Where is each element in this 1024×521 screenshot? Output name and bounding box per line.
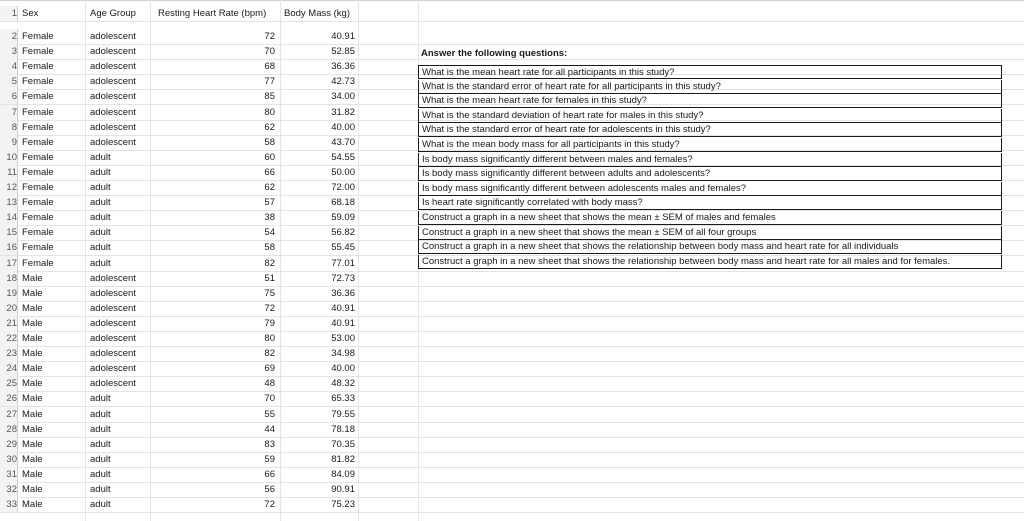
cell-sex[interactable]: Female xyxy=(22,136,54,148)
row-number: 21 xyxy=(0,316,18,331)
cell-age-group[interactable]: adult xyxy=(90,423,111,435)
cell-body-mass[interactable]: 72.00 xyxy=(331,182,355,193)
question-item[interactable]: Construct a graph in a new sheet that shows the relationship between body mass and heart rate for all males and for females. xyxy=(418,255,1002,269)
cell-age-group[interactable]: adult xyxy=(90,197,111,209)
cell-sex[interactable]: Female xyxy=(22,46,54,58)
cell-body-mass[interactable]: 40.91 xyxy=(331,31,355,42)
cell-age-group[interactable]: adult xyxy=(90,242,111,254)
cell-age-group[interactable]: adolescent xyxy=(90,302,136,314)
cell-body-mass[interactable]: 53.00 xyxy=(331,333,355,344)
cell-age-group[interactable]: adult xyxy=(90,499,111,511)
cell-sex[interactable]: Female xyxy=(22,121,54,133)
row-number: 18 xyxy=(0,271,18,286)
question-item[interactable]: What is the mean heart rate for all participants in this study? xyxy=(418,65,1002,79)
row-number: 1 xyxy=(0,6,18,21)
cell-heart-rate[interactable]: 44 xyxy=(264,423,275,435)
cell-sex[interactable]: Female xyxy=(22,197,54,209)
table-row xyxy=(0,467,1024,483)
question-item[interactable]: What is the standard error of heart rate for all participants in this study? xyxy=(418,80,1002,94)
cell-heart-rate[interactable]: 69 xyxy=(264,363,275,375)
cell-age-group[interactable]: adult xyxy=(90,453,111,465)
cell-body-mass[interactable]: 48.32 xyxy=(331,378,355,390)
cell-sex[interactable]: Female xyxy=(22,61,54,73)
question-item[interactable]: What is the standard deviation of heart rate for males in this study? xyxy=(418,109,1002,123)
cell-heart-rate[interactable]: 75 xyxy=(264,287,275,299)
cell-sex[interactable]: Male xyxy=(22,423,43,435)
cell-age-group[interactable]: adult xyxy=(90,257,111,269)
table-row xyxy=(0,376,1024,392)
cell-sex[interactable]: Female xyxy=(22,106,54,118)
cell-age-group[interactable]: adolescent xyxy=(90,348,136,360)
row-number: 16 xyxy=(0,240,18,255)
cell-age-group[interactable]: adolescent xyxy=(90,333,136,344)
row-number: 15 xyxy=(0,225,18,240)
cell-body-mass[interactable]: 72.73 xyxy=(331,272,355,284)
header-body-mass[interactable]: Body Mass (kg) xyxy=(284,8,350,19)
cell-age-group[interactable]: adult xyxy=(90,151,111,163)
cell-sex[interactable]: Male xyxy=(22,468,43,480)
table-row xyxy=(0,361,1024,377)
row-number: 8 xyxy=(0,120,18,135)
row-number: 4 xyxy=(0,59,18,74)
row-number: 13 xyxy=(0,195,18,210)
cell-heart-rate[interactable]: 82 xyxy=(264,348,275,360)
cell-heart-rate[interactable]: 80 xyxy=(264,106,275,118)
cell-age-group[interactable]: adult xyxy=(90,438,111,450)
question-item[interactable]: Is body mass significantly different between adults and adolescents? xyxy=(418,167,1002,181)
cell-body-mass[interactable]: 40.00 xyxy=(331,121,355,133)
cell-heart-rate[interactable]: 72 xyxy=(264,499,275,511)
cell-heart-rate[interactable]: 79 xyxy=(264,317,275,329)
cell-body-mass[interactable]: 90.91 xyxy=(331,484,355,495)
cell-sex[interactable]: Female xyxy=(22,227,54,239)
cell-sex[interactable]: Male xyxy=(22,333,43,344)
cell-sex[interactable]: Female xyxy=(22,212,54,224)
cell-age-group[interactable]: adult xyxy=(90,166,111,178)
cell-body-mass[interactable]: 65.33 xyxy=(331,393,355,405)
header-sex[interactable]: Sex xyxy=(22,8,39,19)
cell-body-mass[interactable]: 40.91 xyxy=(331,302,355,314)
cell-heart-rate[interactable]: 72 xyxy=(264,302,275,314)
cell-body-mass[interactable]: 36.36 xyxy=(331,287,355,299)
header-age-group[interactable]: Age Group xyxy=(90,8,136,19)
cell-body-mass[interactable]: 34.00 xyxy=(331,91,355,103)
cell-age-group[interactable]: adolescent xyxy=(90,287,136,299)
cell-sex[interactable]: Female xyxy=(22,31,54,42)
row-number: 9 xyxy=(0,135,18,150)
question-item[interactable]: Construct a graph in a new sheet that shows the mean ± SEM of all four groups xyxy=(418,226,1002,240)
cell-body-mass[interactable]: 50.00 xyxy=(331,166,355,178)
table-row xyxy=(0,271,1024,287)
cell-sex[interactable]: Female xyxy=(22,166,54,178)
cell-heart-rate[interactable]: 68 xyxy=(264,61,275,73)
cell-heart-rate[interactable]: 57 xyxy=(264,197,275,209)
cell-sex[interactable]: Male xyxy=(22,348,43,360)
row-number: 22 xyxy=(0,331,18,346)
row-number: 3 xyxy=(0,44,18,59)
table-row xyxy=(0,452,1024,468)
table-row xyxy=(0,301,1024,317)
cell-sex[interactable]: Female xyxy=(22,257,54,269)
question-item[interactable]: Is body mass significantly different between males and females? xyxy=(418,153,1002,167)
cell-heart-rate[interactable]: 70 xyxy=(264,393,275,405)
row-number: 10 xyxy=(0,150,18,165)
cell-sex[interactable]: Male xyxy=(22,363,43,375)
row-number: 24 xyxy=(0,361,18,376)
cell-sex[interactable]: Male xyxy=(22,272,43,284)
row-number: 27 xyxy=(0,407,18,422)
cell-age-group[interactable]: adolescent xyxy=(90,378,136,390)
cell-age-group[interactable]: adult xyxy=(90,468,111,480)
cell-body-mass[interactable]: 79.55 xyxy=(331,408,355,420)
cell-body-mass[interactable]: 77.01 xyxy=(331,257,355,269)
cell-sex[interactable]: Male xyxy=(22,484,43,495)
table-row xyxy=(0,316,1024,332)
row-number: 30 xyxy=(0,452,18,467)
cell-body-mass[interactable]: 68.18 xyxy=(331,197,355,209)
row-number: 11 xyxy=(0,165,18,180)
cell-heart-rate[interactable]: 55 xyxy=(264,408,275,420)
column-header-strip xyxy=(0,0,1024,1)
question-item[interactable]: What is the mean heart rate for females in this study? xyxy=(418,94,1002,108)
cell-heart-rate[interactable]: 54 xyxy=(264,227,275,239)
row-number: 25 xyxy=(0,376,18,391)
cell-body-mass[interactable]: 70.35 xyxy=(331,438,355,450)
cell-heart-rate[interactable]: 82 xyxy=(264,257,275,269)
cell-age-group[interactable]: adult xyxy=(90,182,111,193)
row-number: 32 xyxy=(0,482,18,497)
cell-heart-rate[interactable]: 58 xyxy=(264,136,275,148)
cell-heart-rate[interactable]: 66 xyxy=(264,166,275,178)
cell-body-mass[interactable]: 31.82 xyxy=(331,106,355,118)
cell-heart-rate[interactable]: 60 xyxy=(264,151,275,163)
cell-heart-rate[interactable]: 59 xyxy=(264,453,275,465)
cell-heart-rate[interactable]: 62 xyxy=(264,121,275,133)
cell-sex[interactable]: Female xyxy=(22,182,54,193)
questions-title[interactable]: Answer the following questions: xyxy=(421,48,568,59)
question-item[interactable]: Construct a graph in a new sheet that shows the relationship between body mass and heart rate for all individuals xyxy=(418,240,1002,254)
cell-body-mass[interactable]: 75.23 xyxy=(331,499,355,511)
cell-sex[interactable]: Male xyxy=(22,287,43,299)
cell-heart-rate[interactable]: 66 xyxy=(264,468,275,480)
table-row xyxy=(0,437,1024,453)
table-row xyxy=(0,286,1024,302)
cell-heart-rate[interactable]: 62 xyxy=(264,182,275,193)
table-row xyxy=(0,29,1024,45)
table-row xyxy=(0,346,1024,362)
cell-age-group[interactable]: adolescent xyxy=(90,76,136,88)
cell-sex[interactable]: Male xyxy=(22,408,43,420)
cell-body-mass[interactable]: 40.00 xyxy=(331,363,355,375)
row-number: 23 xyxy=(0,346,18,361)
row-number: 6 xyxy=(0,89,18,104)
cell-heart-rate[interactable]: 38 xyxy=(264,212,275,224)
cell-sex[interactable]: Female xyxy=(22,242,54,254)
cell-body-mass[interactable]: 56.82 xyxy=(331,227,355,239)
cell-age-group[interactable]: adolescent xyxy=(90,106,136,118)
row-number: 19 xyxy=(0,286,18,301)
row-number: 17 xyxy=(0,256,18,271)
cell-body-mass[interactable]: 84.09 xyxy=(331,468,355,480)
cell-sex[interactable]: Male xyxy=(22,438,43,450)
table-row xyxy=(0,407,1024,423)
table-row xyxy=(0,331,1024,347)
row-number: 12 xyxy=(0,180,18,195)
cell-heart-rate[interactable]: 85 xyxy=(264,91,275,103)
cell-age-group[interactable]: adolescent xyxy=(90,61,136,73)
row-number: 29 xyxy=(0,437,18,452)
row-number: 7 xyxy=(0,105,18,120)
cell-age-group[interactable]: adolescent xyxy=(90,317,136,329)
cell-body-mass[interactable]: 54.55 xyxy=(331,151,355,163)
row-number: 31 xyxy=(0,467,18,482)
cell-sex[interactable]: Male xyxy=(22,302,43,314)
cell-heart-rate[interactable]: 48 xyxy=(264,378,275,390)
cell-heart-rate[interactable]: 51 xyxy=(264,272,275,284)
table-row xyxy=(0,482,1024,498)
cell-age-group[interactable]: adolescent xyxy=(90,121,136,133)
table-row xyxy=(0,391,1024,407)
cell-body-mass[interactable]: 42.73 xyxy=(331,76,355,88)
cell-body-mass[interactable]: 40.91 xyxy=(331,317,355,329)
table-row xyxy=(0,497,1024,513)
cell-heart-rate[interactable]: 56 xyxy=(264,484,275,495)
cell-body-mass[interactable]: 34.98 xyxy=(331,348,355,360)
header-heart-rate[interactable]: Resting Heart Rate (bpm) xyxy=(158,8,267,19)
cell-heart-rate[interactable]: 77 xyxy=(264,76,275,88)
cell-age-group[interactable]: adult xyxy=(90,484,111,495)
cell-sex[interactable]: Female xyxy=(22,76,54,88)
cell-sex[interactable]: Male xyxy=(22,499,43,511)
cell-sex[interactable]: Male xyxy=(22,317,43,329)
table-row xyxy=(0,422,1024,438)
header-row xyxy=(0,6,1024,22)
cell-sex[interactable]: Male xyxy=(22,393,43,405)
row-number: 28 xyxy=(0,422,18,437)
cell-age-group[interactable]: adolescent xyxy=(90,136,136,148)
cell-body-mass[interactable]: 55.45 xyxy=(331,242,355,254)
cell-age-group[interactable]: adolescent xyxy=(90,272,136,284)
question-item[interactable]: Construct a graph in a new sheet that shows the mean ± SEM of males and females xyxy=(418,211,1002,225)
row-number: 26 xyxy=(0,391,18,406)
question-item[interactable]: What is the standard error of heart rate for adolescents in this study? xyxy=(418,123,1002,137)
row-number: 33 xyxy=(0,497,18,512)
question-item[interactable]: Is heart rate significantly correlated with body mass? xyxy=(418,196,1002,210)
row-number: 5 xyxy=(0,74,18,89)
cell-body-mass[interactable]: 36.36 xyxy=(331,61,355,73)
cell-age-group[interactable]: adult xyxy=(90,227,111,239)
cell-heart-rate[interactable]: 83 xyxy=(264,438,275,450)
row-number: 2 xyxy=(0,29,18,44)
row-number: 14 xyxy=(0,210,18,225)
cell-heart-rate[interactable]: 58 xyxy=(264,242,275,254)
cell-heart-rate[interactable]: 80 xyxy=(264,333,275,344)
cell-age-group[interactable]: adolescent xyxy=(90,31,136,42)
cell-age-group[interactable]: adult xyxy=(90,393,111,405)
question-item[interactable]: Is body mass significantly different between adolescents males and females? xyxy=(418,182,1002,196)
cell-age-group[interactable]: adult xyxy=(90,408,111,420)
cell-heart-rate[interactable]: 72 xyxy=(264,31,275,42)
cell-sex[interactable]: Female xyxy=(22,91,54,103)
cell-body-mass[interactable]: 52.85 xyxy=(331,46,355,58)
cell-age-group[interactable]: adult xyxy=(90,212,111,224)
cell-body-mass[interactable]: 43.70 xyxy=(331,136,355,148)
cell-sex[interactable]: Male xyxy=(22,453,43,465)
cell-body-mass[interactable]: 78.18 xyxy=(331,423,355,435)
row-number: 20 xyxy=(0,301,18,316)
cell-sex[interactable]: Female xyxy=(22,151,54,163)
cell-heart-rate[interactable]: 70 xyxy=(264,46,275,58)
cell-age-group[interactable]: adolescent xyxy=(90,363,136,375)
question-item[interactable]: What is the mean body mass for all participants in this study? xyxy=(418,138,1002,152)
cell-age-group[interactable]: adolescent xyxy=(90,46,136,58)
cell-age-group[interactable]: adolescent xyxy=(90,91,136,103)
cell-body-mass[interactable]: 59.09 xyxy=(331,212,355,224)
cell-sex[interactable]: Male xyxy=(22,378,43,390)
cell-body-mass[interactable]: 81.82 xyxy=(331,453,355,465)
